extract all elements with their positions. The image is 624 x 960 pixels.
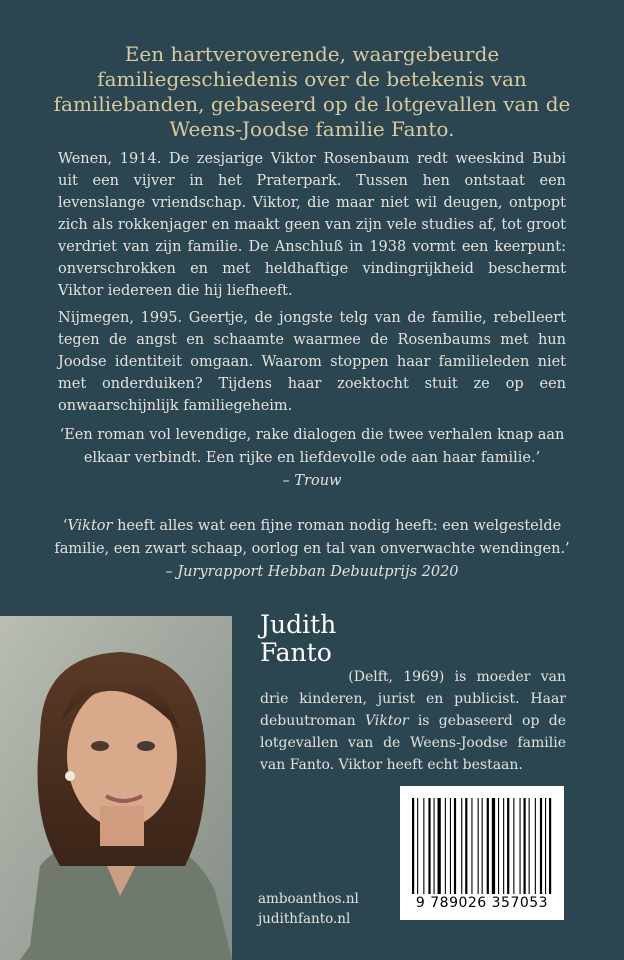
- back-cover-tagline: Een hartveroverende, waargebeurde familiegeschiedenis over de betekenis van familiebanden, gebaseerd op de lotgevallen van de Weens-Joodse familie Fanto.: [53, 42, 571, 141]
- review-quote-book-title: Viktor: [67, 518, 113, 534]
- isbn-number: 9 789026 357053: [415, 895, 549, 911]
- isbn-barcode: [400, 786, 564, 920]
- website-links: [258, 889, 359, 929]
- author-photo: [0, 616, 232, 960]
- review-quote-trouw: [48, 424, 576, 493]
- author-bio-text-1: (Delft, 1969) is moeder van drie kinderen, jurist en publicist. Haar debuutroman: [260, 669, 566, 729]
- review-quote-source: – Trouw: [282, 473, 342, 489]
- review-quote-text: ‘Een roman vol levendige, rake dialogen die twee verhalen knap aan elkaar verbindt. Een rijke en liefdevolle ode aan haar familie.’: [59, 427, 565, 466]
- link-judithfanto[interactable]: judithfanto.nl: [258, 911, 351, 927]
- author-bio: [260, 666, 566, 776]
- author-last-name: Fanto: [260, 638, 332, 667]
- synopsis-paragraph-vienna: Wenen, 1914. De zesjarige Viktor Rosenbaum redt weeskind Bubi uit een vijver in het Praterpark. Tussen hen ontstaat een levenslange vriendschap. Viktor, die maar niet wil deugen, ontpopt zich als rokkenjager en maakt geen van zijn vele studies af, tot groot verdriet van zijn familie. De Anschluß in 1938 vormt een keerpunt: onverschrokken en met heldhaftige vindingrijkheid beschermt Viktor iedereen die hij liefheeft.: [58, 151, 566, 299]
- author-name: [260, 611, 336, 667]
- review-quote-text: heeft alles wat een fijne roman nodig heeft: een welgestelde familie, een zwart schaap, oorlog en tal van onverwachte wendingen.’: [54, 518, 570, 557]
- review-quote-jury: ‘Viktor heeft alles wat een fijne roman nodig heeft: een welgestelde familie, een zwart schaap, oorlog en tal van onverwachte wendingen.’ – Juryrapport Hebban Debuutprijs 2020: [48, 515, 576, 584]
- author-bio-book-title: Viktor: [364, 713, 409, 729]
- synopsis-paragraph-nijmegen: Nijmegen, 1995. Geertje, de jongste telg van de familie, rebelleert tegen de angst en schaamte waarmee de Rosenbaums met hun Joodse identiteit omgaan. Waarom stoppen haar familieleden niet met onderduiken? Tijdens haar zoektocht stuit ze op een onwaarschijnlijk familiegeheim.: [58, 310, 566, 414]
- review-quote-source: – Juryrapport Hebban Debuutprijs 2020: [165, 564, 459, 580]
- link-amboanthos[interactable]: amboanthos.nl: [258, 891, 359, 907]
- author-first-name: Judith: [260, 610, 337, 639]
- author-bio-text-2: is gebaseerd op de lotgevallen van de Weens-Joodse familie van Fanto. Viktor heeft echt bestaan.: [260, 713, 566, 773]
